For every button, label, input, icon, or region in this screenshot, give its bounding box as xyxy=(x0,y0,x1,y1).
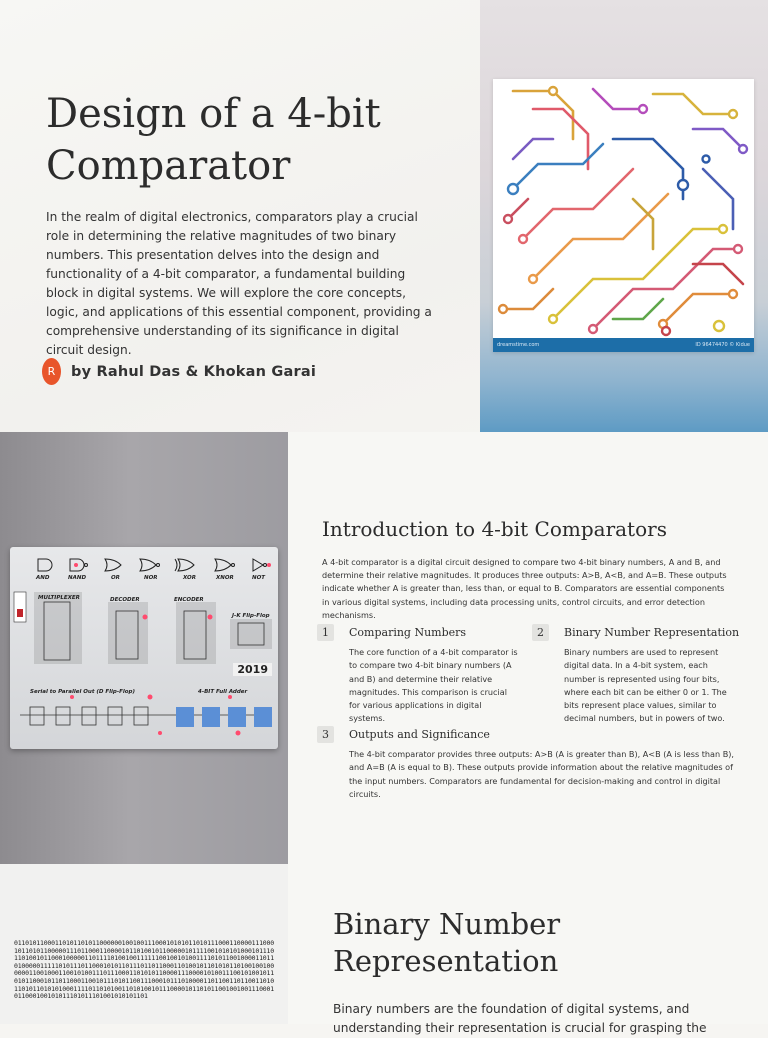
gate-label-or: OR xyxy=(111,575,120,581)
item-number-1: 1 xyxy=(317,624,334,641)
slide-title xyxy=(0,0,768,432)
slide-intro xyxy=(0,432,768,864)
gate-label-nor: NOR xyxy=(144,575,158,581)
hero-image xyxy=(480,0,768,432)
module-label-jk: J-K Flip-Flop xyxy=(232,613,270,619)
gate-label-not: NOT xyxy=(252,575,266,581)
module-label-decoder: DECODER xyxy=(110,597,140,603)
item-text-2: Binary numbers are used to represent digital data. In a 4-bit system, each number is represented using four bits, where each bit can be either 0 or 1. The bits represent place values, similar to decimal numbers, but in powers of two. xyxy=(564,647,727,724)
gate-label-and: AND xyxy=(36,575,50,581)
binary-digits-texture: 0110101100011010110101100000010010011100010101011010111000110000111000101101011000001110110001100001011010010110000010111100101010100010111011010010110001000001101111010010011111100100101001111010110010000110110100000111110101110110001010110111011011000110100101101010110100100100000011001000110010100111011100011010101100001110000101001110010100101101011000101101100011001011101011001110001011101000011011001101100110101101011010101000111101101010011010100101110000101101011001001001110001011000100101011101011101001010101101 xyxy=(14,939,274,1001)
section-title-binary: Binary Number Representation xyxy=(333,907,561,978)
circuit-traces-icon xyxy=(493,79,754,338)
section-title: Introduction to 4-bit Comparators xyxy=(322,517,667,541)
gate-label-nand: NAND xyxy=(68,575,87,581)
binary-code-image xyxy=(0,864,288,1024)
item-text-1: The core function of a 4-bit comparator is to compare two 4-bit binary numbers (A and B) and determine their relative magnitudes. This comparison is crucial for various applications in digital systems. xyxy=(349,647,518,724)
item-text-3: The 4-bit comparator provides three outputs: A>B (A is greater than B), A<B (A is less than B), and A=B (A is equal to B). These outputs provide information about the relative magnitudes of the input numbers. Comparators are fundamental for decision-making and control in digital circuits. xyxy=(349,749,734,799)
board-year: 2019 xyxy=(233,663,272,676)
section-intro: A 4-bit comparator is a digital circuit designed to compare two 4-bit binary numbers, A and B, and determine their relative magnitudes. It produces three outputs: A>B, A<B, and A=B. These outputs indicate whether A is greater than, less than, or equal to B. Comparators are essential components in various digital systems, including data processing units, control circuits, and error detection mechanisms. xyxy=(322,557,727,620)
gate-label-xor: XOR xyxy=(183,575,196,581)
avatar: R xyxy=(42,358,61,385)
author-name: by Rahul Das & Khokan Garai xyxy=(71,363,316,380)
item-number-3: 3 xyxy=(317,726,334,743)
binary-paragraph: Binary numbers are the foundation of digital systems, and understanding their representation is crucial for grasping the xyxy=(333,1002,707,1035)
intro-paragraph: In the realm of digital electronics, comparators play a crucial role in determining the relative magnitudes of two binary numbers. This presentation delves into the design and functionality of a 4-bit comparator, a fundamental building block in digital systems. We will explore the core concepts, logic, and applications of this essential component, providing a comprehensive understanding of its significance in digital circuit design. xyxy=(46,210,432,357)
module-label-encoder: ENCODER xyxy=(174,597,204,603)
board-label-sipo: Serial to Parallel Out (D Flip-Flop) xyxy=(30,689,135,695)
item-number-2: 2 xyxy=(532,624,549,641)
item-title-3: Outputs and Significance xyxy=(349,728,490,741)
logic-board-photo xyxy=(0,432,288,864)
slide-binary xyxy=(0,864,768,1035)
board-label-adder: 4-BIT Full Adder xyxy=(198,689,248,695)
gate-label-xnor: XNOR xyxy=(216,575,234,581)
author-line xyxy=(42,358,316,385)
image-credit-right: ID 96474470 © Kidue xyxy=(695,342,750,348)
item-title-2: Binary Number Representation xyxy=(564,626,740,639)
module-label-mux: MULTIPLEXER xyxy=(38,595,80,601)
circuit-illustration xyxy=(493,79,754,352)
image-credit-bar xyxy=(493,338,754,352)
image-credit-left: dreamstime.com xyxy=(497,342,540,348)
item-title-1: Comparing Numbers xyxy=(349,626,467,639)
page-title: Design of a 4-bit Comparator xyxy=(46,91,381,189)
logic-trainer-board xyxy=(10,547,278,749)
